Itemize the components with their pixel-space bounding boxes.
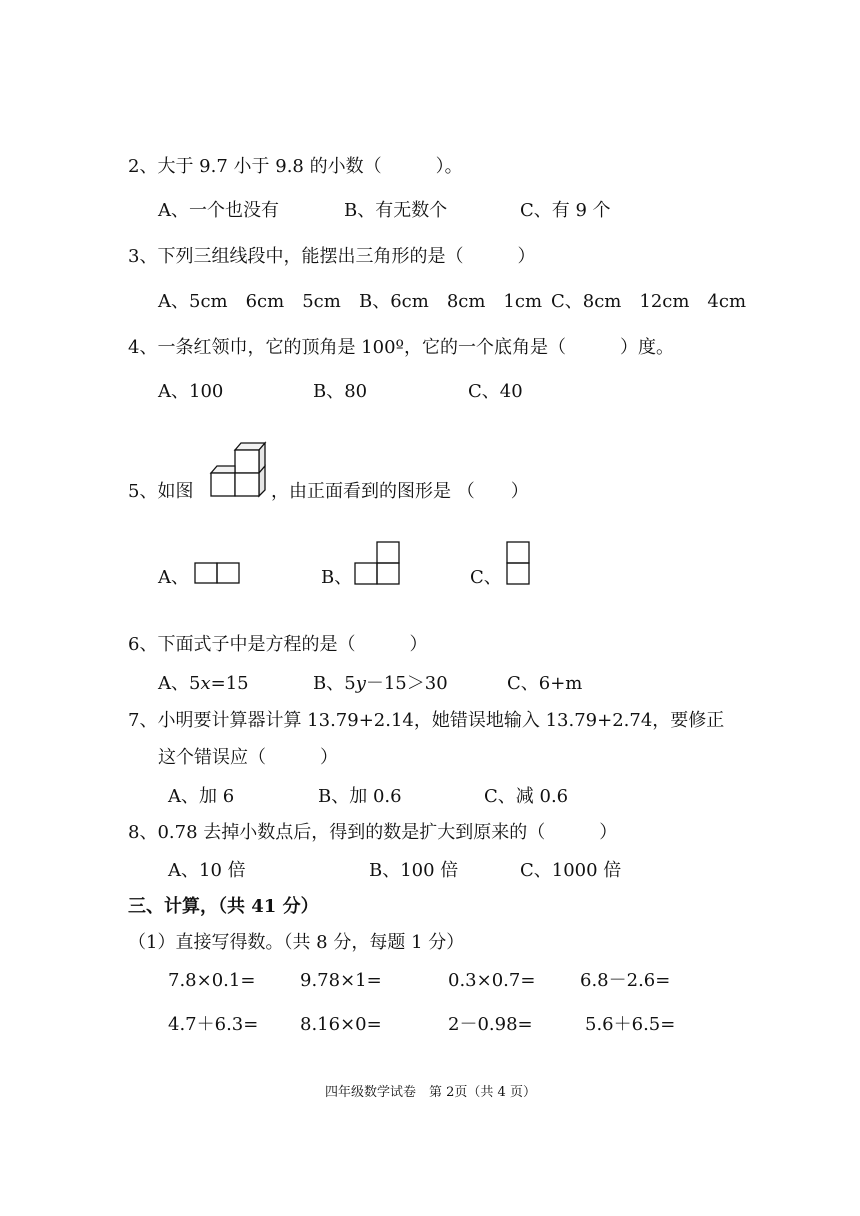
calc-item: 4.7＋6.3=	[168, 1014, 259, 1035]
question-2-option-c: C、有 9 个	[520, 200, 611, 221]
question-4-option-b: B、80	[313, 381, 368, 402]
calc-item: 2－0.98=	[448, 1014, 533, 1035]
question-7-option-c: C、减 0.6	[484, 786, 569, 807]
question-5-option-a: A、	[158, 567, 189, 588]
calc-item: 6.8－2.6=	[580, 970, 671, 991]
question-3-stem: 3、下列三组线段中，能摆出三角形的是（ ）	[128, 246, 536, 267]
page-footer: 四年级数学试卷 第 2页（共 4 页）	[325, 1085, 536, 1100]
question-6-stem: 6、下面式子中是方程的是（ ）	[128, 634, 428, 655]
question-4-stem: 4、一条红领巾，它的顶角是 100º，它的一个底角是（ ）度。	[128, 337, 674, 358]
question-7-stem-line1: 7、小明要计算器计算 13.79+2.14，她错误地输入 13.79+2.74，要修正	[128, 710, 725, 731]
question-7-stem-line2: 这个错误应（ ）	[158, 747, 338, 768]
section-3-subsection-1: （1）直接写得数。（共 8 分，每题 1 分）	[128, 932, 465, 953]
question-5-stem-prefix: 5、如图	[128, 481, 194, 502]
variable-y: y	[355, 673, 366, 694]
question-8-option-a: A、10 倍	[168, 860, 246, 881]
question-5-option-b: B、	[321, 567, 353, 588]
calc-item: 7.8×0.1=	[168, 970, 256, 991]
question-6-option-b: B、5y－15＞30	[313, 673, 448, 694]
question-3-option-c: C、8cm 12cm 4cm	[551, 291, 747, 312]
calc-item: 5.6＋6.5=	[585, 1014, 676, 1035]
calc-item: 0.3×0.7=	[448, 970, 536, 991]
section-3-title: 三、计算，（共 41 分）	[128, 896, 319, 917]
option-b-l-shape-figure	[354, 541, 402, 585]
question-2-option-b: B、有无数个	[344, 200, 448, 221]
calc-item: 9.78×1=	[300, 970, 382, 991]
calc-item: 8.16×0=	[300, 1014, 382, 1035]
option-c-vertical-squares-figure	[506, 541, 532, 585]
question-2-stem: 2、大于 9.7 小于 9.8 的小数（ ）。	[128, 156, 463, 177]
question-7-option-b: B、加 0.6	[318, 786, 402, 807]
question-8-option-c: C、1000 倍	[520, 860, 622, 881]
question-3-option-a: A、5cm 6cm 5cm	[158, 291, 341, 312]
option-a-two-squares-figure	[194, 562, 240, 584]
variable-x: x	[200, 673, 211, 694]
question-2-option-a: A、一个也没有	[158, 200, 279, 221]
question-8-stem: 8、0.78 去掉小数点后，得到的数是扩大到原来的（ ）	[128, 822, 618, 843]
question-3-option-b: B、6cm 8cm 1cm	[359, 291, 543, 312]
question-6-option-a: A、5x=15	[158, 673, 249, 694]
question-5-option-c: C、	[470, 567, 502, 588]
question-6-option-c: C、6+m	[507, 673, 583, 694]
question-5-stem-suffix: ，由正面看到的图形是 （ ）	[271, 481, 529, 502]
stacked-cubes-figure	[207, 440, 271, 498]
question-8-option-b: B、100 倍	[369, 860, 459, 881]
question-4-option-c: C、40	[468, 381, 523, 402]
question-4-option-a: A、100	[158, 381, 224, 402]
question-7-option-a: A、加 6	[168, 786, 235, 807]
